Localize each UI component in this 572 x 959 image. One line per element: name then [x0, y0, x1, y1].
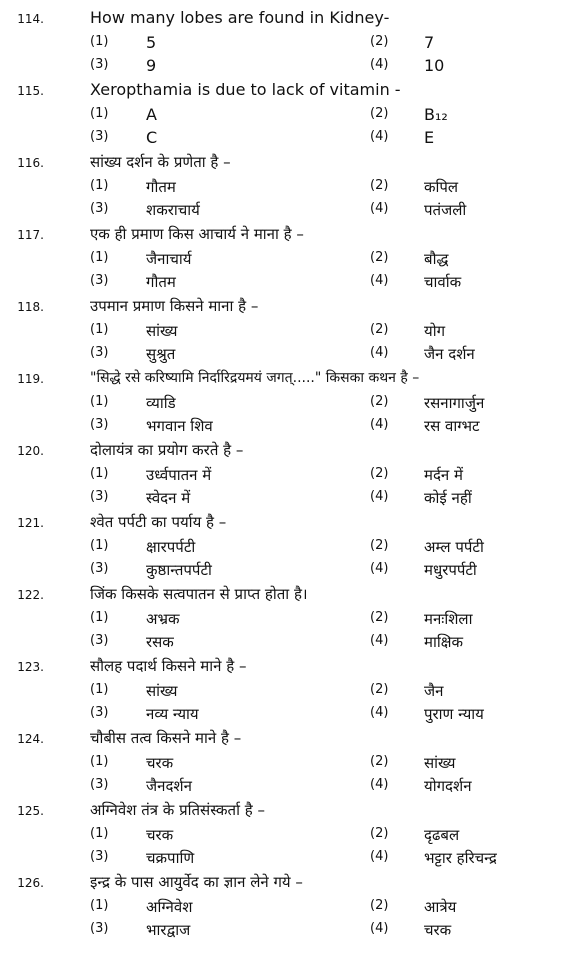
question-115 [0, 80, 572, 152]
option-text: रसक [146, 633, 174, 651]
question-text: Xeropthamia is due to lack of vitamin - [90, 80, 401, 99]
option-text: जैन दर्शन [424, 345, 475, 363]
option-text: गौतम [146, 178, 176, 196]
option-text: 7 [424, 33, 435, 52]
option-label: (1) [90, 610, 109, 625]
question-116 [0, 152, 572, 224]
option-text: व्याडि [146, 394, 176, 412]
question-number: 125. [17, 804, 44, 818]
option-text: चरक [424, 921, 452, 939]
option-label: (4) [370, 129, 389, 144]
question-number: 121. [17, 516, 44, 530]
question-114 [0, 8, 572, 80]
option-text: क्षारपर्पटी [146, 538, 196, 556]
option-label: (1) [90, 394, 109, 409]
option-text: मनःशिला [424, 610, 473, 628]
question-125 [0, 800, 572, 872]
question-124 [0, 728, 572, 800]
question-text: श्वेत पर्पटी का पर्याय है – [90, 513, 227, 531]
option-text: बौद्ध [424, 250, 449, 268]
option-text: स्वेदन में [146, 489, 191, 507]
option-label: (3) [90, 489, 109, 504]
question-text: दोलायंत्र का प्रयोग करते है – [90, 441, 244, 459]
option-text: दृढबल [424, 826, 460, 844]
option-label: (2) [370, 466, 389, 481]
option-label: (1) [90, 466, 109, 481]
option-text: नव्य न्याय [146, 705, 199, 723]
question-text: उपमान प्रमाण किसने माना है – [90, 297, 259, 315]
option-label: (3) [90, 129, 109, 144]
option-text: माक्षिक [424, 633, 464, 651]
option-text: E [424, 128, 435, 147]
option-label: (2) [370, 394, 389, 409]
question-120 [0, 440, 572, 512]
question-118 [0, 296, 572, 368]
option-text: पुराण न्याय [424, 705, 484, 723]
option-text: शकराचार्य [146, 201, 200, 219]
option-label: (1) [90, 106, 109, 121]
option-text: अग्निवेश [146, 898, 193, 916]
question-text: अग्निवेश तंत्र के प्रतिसंस्कर्ता है – [90, 801, 265, 819]
option-text: चक्रपाणि [146, 849, 195, 867]
option-label: (2) [370, 826, 389, 841]
question-121 [0, 512, 572, 584]
option-text: 9 [146, 56, 157, 75]
question-117 [0, 224, 572, 296]
option-label: (2) [370, 682, 389, 697]
option-text: कपिल [424, 178, 459, 196]
option-label: (4) [370, 705, 389, 720]
question-123 [0, 656, 572, 728]
option-label: (4) [370, 201, 389, 216]
question-text: How many lobes are found in Kidney- [90, 8, 390, 27]
option-label: (4) [370, 345, 389, 360]
question-text: इन्द्र के पास आयुर्वेद का ज्ञान लेने गये – [90, 873, 303, 891]
option-text: योग [424, 322, 446, 340]
question-number: 115. [17, 84, 44, 98]
option-text: अभ्रक [146, 610, 180, 628]
option-label: (4) [370, 273, 389, 288]
option-label: (4) [370, 417, 389, 432]
option-text: योगदर्शन [424, 777, 472, 795]
option-text: 5 [146, 33, 157, 52]
option-text: सुश्रुत [146, 345, 176, 363]
option-label: (3) [90, 417, 109, 432]
option-text: उर्ध्वपातन में [146, 466, 212, 484]
option-text: रसनागार्जुन [424, 394, 485, 412]
question-number: 126. [17, 876, 44, 890]
option-label: (2) [370, 178, 389, 193]
question-text: एक ही प्रमाण किस आचार्य ने माना है – [90, 225, 304, 243]
question-text: जिंक किसके सत्वपातन से प्राप्त होता है। [90, 585, 308, 603]
question-number: 114. [17, 12, 44, 26]
option-label: (4) [370, 561, 389, 576]
option-label: (3) [90, 633, 109, 648]
option-label: (1) [90, 322, 109, 337]
question-text: सौलह पदार्थ किसने माने है – [90, 657, 247, 675]
option-text: मधुरपर्पटी [424, 561, 477, 579]
question-text: "सिद्धे रसे करिष्यामि निर्दारिद्रयमयं जगत्....." किसका कथन है – [90, 370, 420, 386]
question-number: 119. [17, 372, 44, 386]
option-text: जैन [424, 682, 444, 700]
option-label: (3) [90, 777, 109, 792]
option-label: (3) [90, 849, 109, 864]
option-label: (2) [370, 754, 389, 769]
option-text: सांख्य [146, 682, 178, 700]
option-text: जैनाचार्य [146, 250, 192, 268]
option-label: (1) [90, 178, 109, 193]
option-label: (4) [370, 633, 389, 648]
option-text: भगवान शिव [146, 417, 213, 435]
option-text: B₁₂ [424, 105, 448, 124]
option-text: कोई नहीं [424, 489, 472, 507]
question-126 [0, 872, 572, 944]
question-number: 124. [17, 732, 44, 746]
option-text: C [146, 128, 158, 147]
option-label: (2) [370, 538, 389, 553]
option-text: अम्ल पर्पटी [424, 538, 484, 556]
option-text: A [146, 105, 157, 124]
option-text: सांख्य [146, 322, 178, 340]
option-text: जैनदर्शन [146, 777, 192, 795]
question-text: चौबीस तत्व किसने माने है – [90, 729, 242, 747]
option-text: कुष्ठान्तपर्पटी [146, 561, 212, 579]
option-label: (4) [370, 849, 389, 864]
option-label: (3) [90, 705, 109, 720]
option-text: आत्रेय [424, 898, 457, 916]
question-text: सांख्य दर्शन के प्रणेता है – [90, 153, 231, 171]
option-text: पतंजली [424, 201, 467, 219]
option-label: (1) [90, 826, 109, 841]
question-122 [0, 584, 572, 656]
option-text: मर्दन में [424, 466, 463, 484]
option-label: (3) [90, 345, 109, 360]
option-label: (4) [370, 57, 389, 72]
option-label: (1) [90, 34, 109, 49]
option-text: भट्टार हरिचन्द्र [424, 849, 497, 867]
option-label: (3) [90, 201, 109, 216]
option-text: गौतम [146, 273, 176, 291]
option-text: सांख्य [424, 754, 456, 772]
option-label: (2) [370, 250, 389, 265]
question-number: 120. [17, 444, 44, 458]
option-text: 10 [424, 56, 445, 75]
option-label: (3) [90, 57, 109, 72]
option-text: चार्वाक [424, 273, 462, 291]
option-label: (3) [90, 561, 109, 576]
option-label: (2) [370, 34, 389, 49]
option-label: (2) [370, 106, 389, 121]
option-label: (1) [90, 898, 109, 913]
question-119 [0, 368, 572, 440]
question-number: 123. [17, 660, 44, 674]
option-label: (2) [370, 322, 389, 337]
question-number: 116. [17, 156, 44, 170]
option-label: (1) [90, 754, 109, 769]
question-number: 122. [17, 588, 44, 602]
option-label: (4) [370, 921, 389, 936]
option-label: (3) [90, 921, 109, 936]
question-number: 117. [17, 228, 44, 242]
option-text: रस वाग्भट [424, 417, 480, 435]
question-number: 118. [17, 300, 44, 314]
option-label: (3) [90, 273, 109, 288]
option-text: चरक [146, 754, 174, 772]
option-label: (4) [370, 489, 389, 504]
option-label: (2) [370, 898, 389, 913]
option-label: (2) [370, 610, 389, 625]
option-label: (1) [90, 538, 109, 553]
option-text: भारद्वाज [146, 921, 191, 939]
option-label: (1) [90, 250, 109, 265]
option-label: (1) [90, 682, 109, 697]
option-label: (4) [370, 777, 389, 792]
option-text: चरक [146, 826, 174, 844]
